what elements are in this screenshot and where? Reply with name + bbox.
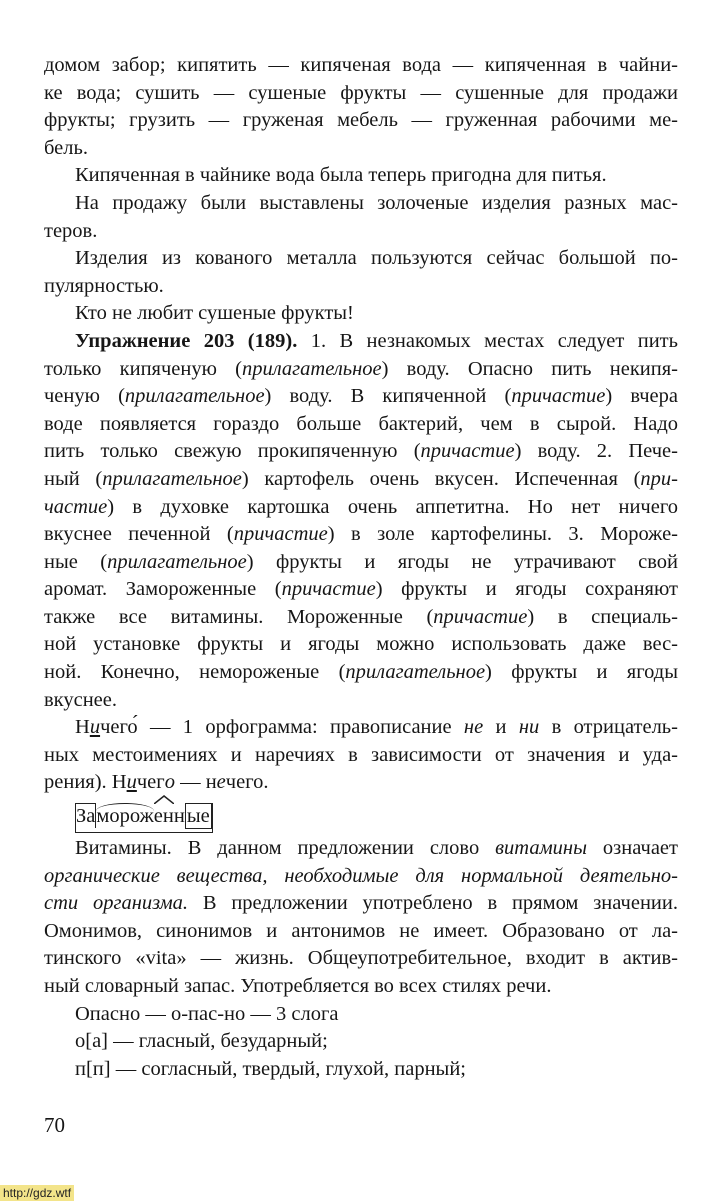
text-segment: бель. [44,136,88,159]
paragraph [44,1056,678,1084]
text-segment: в отрицатель- [539,716,678,739]
watermark-link[interactable]: http://gdz.wtf [0,1185,74,1201]
text-segment: ных местоимениях и наречиях в зависимости от значения и уда- [44,743,678,766]
paragraph [44,1001,678,1029]
italic-text: при- [640,467,678,490]
text-segment: вкуснее. [44,688,117,711]
text-line [44,521,678,549]
text-line [44,411,678,439]
text-line [44,1056,678,1084]
italic-text: прилагательное [241,357,382,380]
text-segment: ) воду. В кипяченной ( [264,385,512,408]
text-line [44,576,678,604]
text-line [44,714,678,742]
text-segment: На продажу были выставлены золоченые изделия разных мас- [75,191,678,214]
text-segment: пулярностью. [44,274,164,297]
text-segment: — н [174,771,217,794]
italic-text: причастие [511,385,606,408]
text-line [44,162,678,190]
italic-text: сти организма. [44,892,189,915]
italic-text: прилагательное [107,550,247,573]
text-line [44,190,678,218]
root: морож [96,805,154,828]
text-segment: п[п] — согласный, твердый, глухой, парный; [75,1057,466,1080]
text-segment: В предложении употреблено в прямом значении. [188,892,678,915]
text-line [44,769,678,797]
text-line [44,466,678,494]
text-line [44,1001,678,1029]
text-segment: ный ( [44,467,103,490]
text-line [44,604,678,632]
text-segment: означает [586,837,678,860]
italic-text: причастие [420,440,515,463]
italic-text: прилагательное [345,661,486,684]
exercise-heading: Упражнение 203 (189). [75,329,298,352]
text-segment: пить только свежую прокипяченную ( [44,440,421,463]
prefix: За [76,805,96,828]
text-line [44,245,678,273]
italic-text: витамины [495,837,587,860]
text-segment: ) в специаль- [527,605,678,628]
paragraph [44,1028,678,1056]
italic-text: причастие [281,578,376,601]
text-line [44,835,678,863]
text-segment: Кипяченная в чайнике вода была теперь пригодна для питья. [75,164,607,187]
text-segment: ный словарный запас. Употребляется во всех стилях речи. [44,975,552,997]
paragraph [44,245,678,300]
paragraph [44,714,678,797]
text-line [44,863,678,891]
ending: ые [186,805,210,828]
italic-text: частие [44,495,108,518]
text-segment: тинского «vita» — жизнь. Общеупотребительное, входит в актив- [44,947,678,970]
text-segment: ) фрукты и ягоды сохраняют [375,578,678,601]
text-block-before [44,52,678,797]
text-segment: домом забор; кипятить — кипяченая вода — кипяченная в чайни- [44,54,678,76]
text-segment: о[а] — гласный, безударный; [75,1030,328,1053]
text-segment: рения). Н [44,771,127,794]
text-line [44,80,678,108]
text-segment: чег [136,771,165,794]
text-line [44,890,678,918]
text-segment: Опасно — о-пас-но — 3 слога [75,1002,339,1025]
text-segment: ной установке фрукты и ягоды можно использовать даже вес- [44,633,678,656]
suffix [154,804,174,828]
text-segment: вкуснее печенной ( [44,523,234,546]
suffix-mark-icon [154,795,174,804]
text-segment: ) в духовке картошка очень аппетитна. Но нет ничего [107,495,678,518]
text-segment: ) картофель очень вкусен. Испеченная ( [241,467,641,490]
text-segment: Витамины. В данном предложении слово [75,837,496,860]
suffix-text: ен [153,805,174,828]
text-line [44,973,678,1001]
page-number: 70 [44,1113,65,1137]
text-segment: ке вода; сушить — сушеные фрукты — сушенные для продажи [44,81,678,104]
text-segment: также все витамины. Мороженные ( [44,605,434,628]
text-line [44,107,678,135]
paragraph [44,190,678,245]
italic-text: прилагательное [102,467,242,490]
text-segment: ) воду. 2. Пече- [514,440,678,463]
text-segment: Изделия из кованого металла пользуются сейчас большой по- [75,247,678,270]
text-segment: аромат. Замороженные ( [44,578,282,601]
text-segment: Омонимов, синонимов и антонимов не имеет. Образовано от ла- [44,919,678,942]
text-segment: ) фрукты и ягоды [485,661,678,684]
italic-text: о [164,771,175,794]
paragraph [44,52,678,162]
text-segment: теров. [44,219,98,242]
text-segment: Н [75,716,90,739]
italic-text: причастие [433,605,528,628]
text-line [44,52,678,80]
italic-text: ни [518,716,540,739]
text-segment: ) воду. Опасно пить некипя- [381,357,678,380]
paragraph [44,328,678,714]
text-segment: воде появляется гораздо больше бактерий, чем в сырой. Надо [44,412,678,435]
text-segment: чего. [225,771,269,794]
text-block-after [44,835,678,1083]
text-segment: ченую ( [44,385,125,408]
paragraph [44,162,678,190]
text-line [44,438,678,466]
text-line [44,631,678,659]
underlined-letter: и [89,716,101,739]
text-segment: ) вчера [605,385,678,408]
suffix-2: н [173,805,185,828]
text-segment: ) в золе картофелины. 3. Мороже- [327,523,678,546]
italic-text: не [463,716,484,739]
text-line [44,494,678,522]
text-line [44,918,678,946]
text-line [44,135,678,163]
italic-text: е [216,771,226,794]
text-line [44,659,678,687]
paragraph [44,835,678,1001]
text-segment: только кипяченую ( [44,357,242,380]
text-line [44,742,678,770]
text-line [44,328,678,356]
text-line [44,356,678,384]
text-segment: 1. В незнакомых местах следует пить [297,329,678,352]
text-line [44,218,678,246]
morpheme-word [75,803,213,833]
text-segment: чего́ — 1 орфограмма: правописание [100,716,464,739]
italic-text: причастие [233,523,328,546]
text-segment: ) фрукты и ягоды не утрачивают свой [246,550,678,573]
text-line [44,383,678,411]
text-line [44,945,678,973]
text-line [44,300,678,328]
text-segment: фрукты; грузить — груженая мебель — груженная рабочими ме- [44,109,678,132]
text-segment: Кто не любит сушеные фрукты! [75,302,354,325]
italic-text: органические вещества, необходимые для нормальной деятельно- [44,864,678,887]
text-segment: ной. Конечно, немороженые ( [44,661,346,684]
text-line [44,1028,678,1056]
italic-text: прилагательное [124,385,265,408]
text-line [44,273,678,301]
page-text [44,52,678,1083]
underlined-letter: и [126,771,137,794]
paragraph [44,300,678,328]
morpheme-parsing [44,797,678,835]
text-segment: ные ( [44,550,108,573]
text-line [44,549,678,577]
text-segment: и [483,716,519,739]
text-line [44,687,678,715]
